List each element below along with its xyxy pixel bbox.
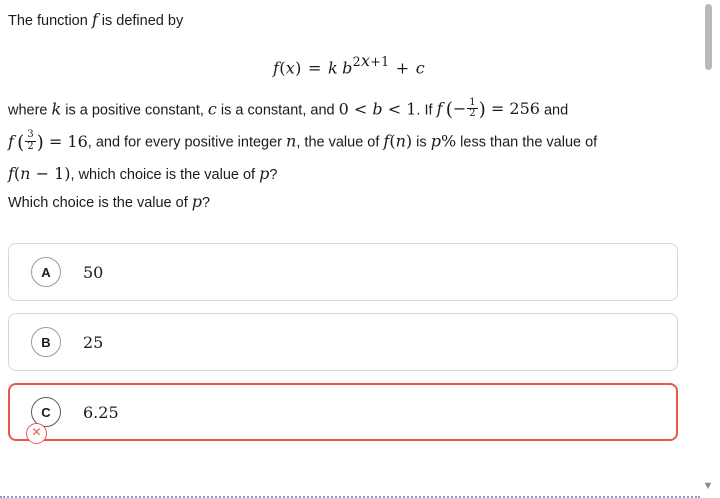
f-at-three-halves: f ( $\frac{3}{2}$ ) = 16 — [8, 129, 88, 154]
scroll-down-arrow-icon[interactable]: ▼ — [702, 480, 714, 492]
question-prompt — [8, 190, 690, 215]
choice-value-c: 6.25 — [83, 402, 119, 422]
cross-out-icon[interactable]: ✕ — [26, 423, 47, 444]
choice-option-c[interactable] — [8, 383, 678, 441]
stem-text-and: and — [539, 102, 569, 119]
function-symbol-f: f — [91, 10, 98, 29]
stem-intro-text-after: is defined by — [97, 13, 184, 29]
bottom-divider — [0, 494, 700, 498]
choice-option-a[interactable] — [8, 243, 678, 301]
integer-n: n — [286, 131, 297, 151]
stem-text-is-constant: is a constant, and — [216, 102, 339, 119]
question-prompt-p: p — [191, 192, 203, 212]
stem-text-where: where — [8, 102, 52, 119]
f-at-neg-half: f (− $\frac{1}{2}$ ) = 256 — [436, 96, 540, 121]
stem-text-positive-constant: is a positive constant, — [61, 102, 208, 119]
scrollbar[interactable] — [704, 0, 714, 498]
stem-text-if: . If — [416, 102, 437, 119]
stem-text-value-of: , the value of — [296, 134, 384, 151]
stem-text-is: is — [412, 134, 431, 151]
answer-choices — [8, 243, 690, 441]
variable-p: p — [259, 163, 270, 183]
stem-intro-text-before: The function — [8, 13, 92, 29]
f-of-n-minus-1: f(n − 1) — [8, 163, 71, 183]
constant-k: k — [51, 99, 62, 119]
stem-text-for-every: , and for every positive integer — [87, 134, 287, 151]
choice-letter-b[interactable]: B — [31, 327, 61, 357]
question-stem — [8, 8, 690, 215]
scrollbar-thumb[interactable] — [705, 4, 712, 70]
stem-text-which-choice: , which choice is the value of — [70, 166, 260, 183]
stem-intro — [8, 8, 690, 33]
choice-value-b: 25 — [83, 332, 104, 352]
stem-body-line-1 — [8, 97, 690, 126]
display-equation: f(x) = k $b^{2x+1} + c$ — [272, 50, 426, 78]
question-prompt-b: ? — [202, 195, 211, 212]
stem-text-less-than: less than the value of — [456, 134, 598, 151]
p-percent: p% — [430, 131, 457, 151]
stem-text-qmark: ? — [269, 166, 278, 183]
stem-body-line-2 — [8, 129, 690, 158]
stem-body-line-3 — [8, 162, 690, 187]
inequality-b: 0 < b < 1 — [338, 99, 417, 119]
constant-c: c — [207, 99, 217, 119]
choice-letter-c[interactable]: C — [31, 397, 61, 427]
question-prompt-a: Which choice is the value of — [8, 195, 192, 212]
choice-option-b[interactable] — [8, 313, 678, 371]
choice-letter-a[interactable]: A — [31, 257, 61, 287]
f-of-n: f(n) — [383, 131, 413, 151]
choice-value-a: 50 — [83, 262, 104, 282]
